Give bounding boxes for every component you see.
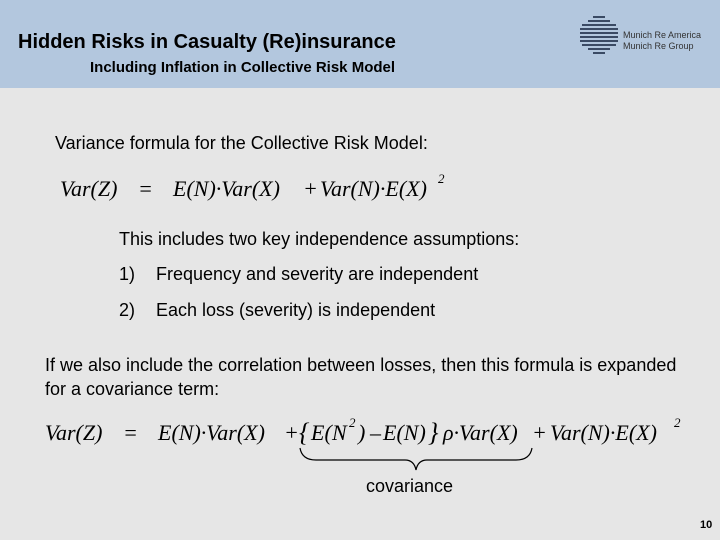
formula2-brace-close: } bbox=[428, 418, 439, 447]
assumption-item bbox=[119, 264, 478, 285]
formula2-rho-term: ρ·Var(X) bbox=[443, 420, 518, 445]
assumption-text: Frequency and severity are independent bbox=[156, 264, 479, 284]
assumption-number: 2) bbox=[119, 300, 136, 320]
formula2-brace-open: { bbox=[299, 418, 310, 447]
formula2-n: N bbox=[332, 420, 347, 445]
formula2-exponent: 2 bbox=[674, 415, 681, 430]
formula2-lhs: Var(Z) bbox=[45, 420, 103, 445]
assumption-text: Each loss (severity) is independent bbox=[156, 300, 436, 320]
intro-text: Variance formula for the Collective Risk Model: bbox=[55, 133, 428, 153]
slide-header bbox=[0, 0, 720, 88]
formula2-term1: E(N)·Var(X) bbox=[158, 420, 265, 445]
slide-title: Hidden Risks in Casualty (Re)insurance bbox=[18, 31, 396, 53]
formula2-minus: – bbox=[370, 420, 381, 445]
logo-line-2: Munich Re Group bbox=[623, 41, 694, 51]
formula2-e-open: E( bbox=[311, 420, 332, 445]
logo-text bbox=[623, 30, 701, 52]
formula1-exponent: 2 bbox=[438, 171, 445, 186]
covariance-underbrace bbox=[300, 448, 532, 470]
formula1-term1: E(N)·Var(X) bbox=[173, 176, 280, 201]
covariance-label: covariance bbox=[366, 476, 454, 496]
munich-re-logo-icon bbox=[580, 16, 618, 54]
assumptions-heading: This includes two key independence assumptions: bbox=[119, 229, 520, 249]
formula2-term3: Var(N)·E(X) bbox=[550, 420, 657, 445]
formula1-term2: Var(N)·E(X) bbox=[320, 176, 427, 201]
assumption-item bbox=[119, 300, 435, 321]
formula2-e-close: ) bbox=[358, 420, 366, 445]
formula2-n-exponent: 2 bbox=[349, 415, 356, 430]
formula1-equals: = bbox=[138, 176, 153, 201]
formula2-plus1: + bbox=[284, 420, 299, 445]
formula2-en: E(N) bbox=[383, 420, 426, 445]
assumption-number: 1) bbox=[119, 264, 136, 284]
slide-subtitle: Including Inflation in Collective Risk Model bbox=[90, 59, 396, 76]
formula2-equals: = bbox=[123, 420, 138, 445]
formula2-plus2: + bbox=[532, 420, 547, 445]
page-number: 10 bbox=[700, 519, 713, 531]
formula1-plus: + bbox=[303, 176, 318, 201]
logo-line-1: Munich Re America bbox=[623, 30, 702, 40]
formula1-lhs: Var(Z) bbox=[60, 176, 118, 201]
correlation-text: If we also include the correlation between losses, then this formula is expanded for a covariance term: bbox=[45, 355, 677, 399]
